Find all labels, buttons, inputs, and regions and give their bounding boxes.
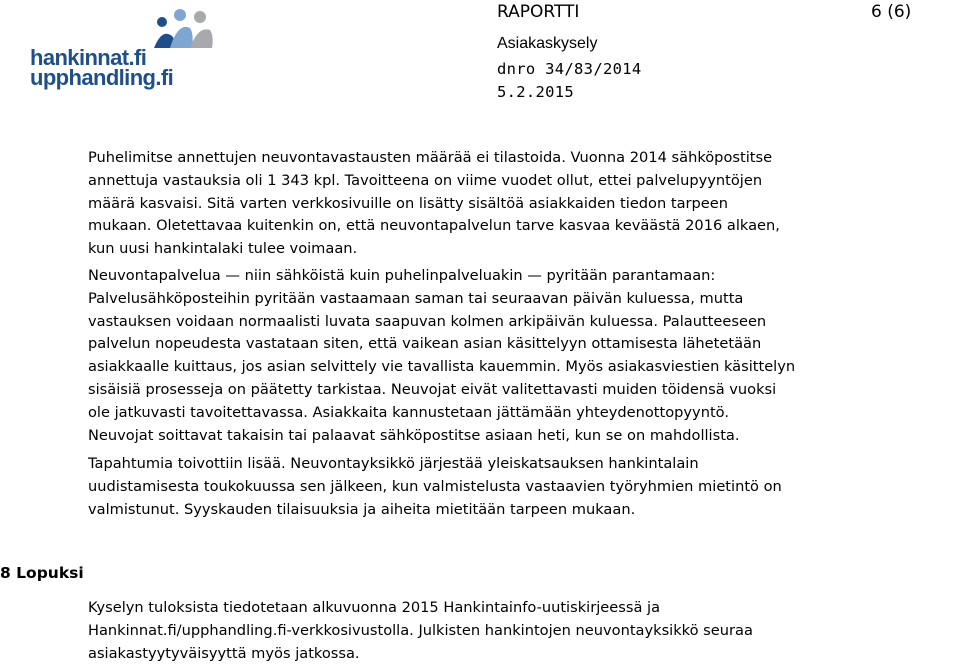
document-subject: Asiakaskysely	[497, 35, 598, 52]
paragraph-line: Hankinnat.fi/upphandling.fi-verkkosivustolla. Julkisten hankintojen neuvontayksikkö seuraa	[88, 621, 753, 639]
logo-people-icon	[22, 8, 222, 48]
paragraph-line: palvelun nopeudesta vastataan siten, että vaikean asian käsittelyyn ottamisesta lähetetään	[88, 335, 762, 353]
paragraph-line: annettuja vastauksia oli 1 343 kpl. Tavoitteena on viime vuodet ollut, ettei palvelupyyntöjen	[88, 171, 763, 189]
paragraph-line: valmistunut. Syyskauden tilaisuuksia ja aiheita mietitään tarpeen mukaan.	[88, 500, 636, 518]
document-number: dnro 34/83/2014	[497, 60, 642, 78]
paragraph-line: Kyselyn tuloksista tiedotetaan alkuvuonna 2015 Hankintainfo-uutiskirjeessä ja	[88, 599, 661, 616]
paragraph-line: sisäisiä prosesseja on päätetty tarkistaa. Neuvojat eivät valitettavasti muiden töidensä vuoksi	[88, 380, 777, 398]
section-heading-lopuksi: 8 Lopuksi	[0, 564, 84, 582]
paragraph-line: Tapahtumia toivottiin lisää. Neuvontayksikkö järjestää yleiskatsauksen hankintalain	[88, 455, 699, 472]
paragraph-line: kun uusi hankintalaki tulee voimaan.	[88, 240, 358, 258]
paragraph-line: vastauksen voidaan normaalisti luvata saapuvan kolmen arkipäivän kuluessa. Palautteeseen	[88, 312, 767, 330]
paragraph-line: Palvelusähköposteihin pyritään vastaamaan saman tai seuraavan päivän kuluessa, mutta	[88, 289, 744, 307]
paragraph-line: asiakastyytyväisyyttä myös jatkossa.	[88, 644, 360, 662]
logo-text-hankinnat: hankinnat.fi	[30, 45, 147, 70]
report-label: RAPORTTI	[497, 2, 580, 22]
paragraph-line: asiakkaalle kuittaus, jos asian selvittely vie tavallista kauemmin. Myös asiakasviestien käsittelyn	[88, 358, 796, 376]
paragraph-line: määrä kasvaisi. Sitä varten verkkosivuille on lisätty sisältöä asiakkaiden tiedon tarpeen	[88, 194, 729, 212]
paragraph-line: Neuvontapalvelua — niin sähköistä kuin puhelinpalveluakin — pyritään parantamaan:	[88, 267, 716, 284]
paragraph-3	[88, 453, 958, 521]
paragraph-line: Neuvojat soittavat takaisin tai palaavat sähköpostitse asiaan heti, kun se on mahdollista.	[88, 426, 740, 444]
paragraph-line: ole jatkuvasti tavoitettavassa. Asiakkaita kannustetaan jättämään yhteydenottopyyntö.	[88, 403, 729, 421]
paragraph-line: mukaan. Oletettavaa kuitenkin on, että neuvontapalvelun tarve kasvaa keväästä 2016 alkaen,	[88, 217, 780, 235]
page-number: 6 (6)	[871, 2, 912, 22]
hankinnat-logo	[22, 8, 222, 88]
paragraph-line: Puhelimitse annettujen neuvontavastausten määrää ei tilastoida. Vuonna 2014 sähköpostitse	[88, 149, 773, 166]
paragraph-lopuksi	[88, 597, 958, 665]
document-date: 5.2.2015	[497, 83, 575, 101]
paragraph-2	[88, 265, 958, 447]
paragraph-line: uudistamisesta toukokuussa sen jälkeen, kun valmistelusta vastaavien työryhmien mietintö on	[88, 477, 782, 495]
logo-text-upphandling: upphandling.fi	[30, 65, 174, 90]
paragraph-1	[88, 147, 958, 261]
